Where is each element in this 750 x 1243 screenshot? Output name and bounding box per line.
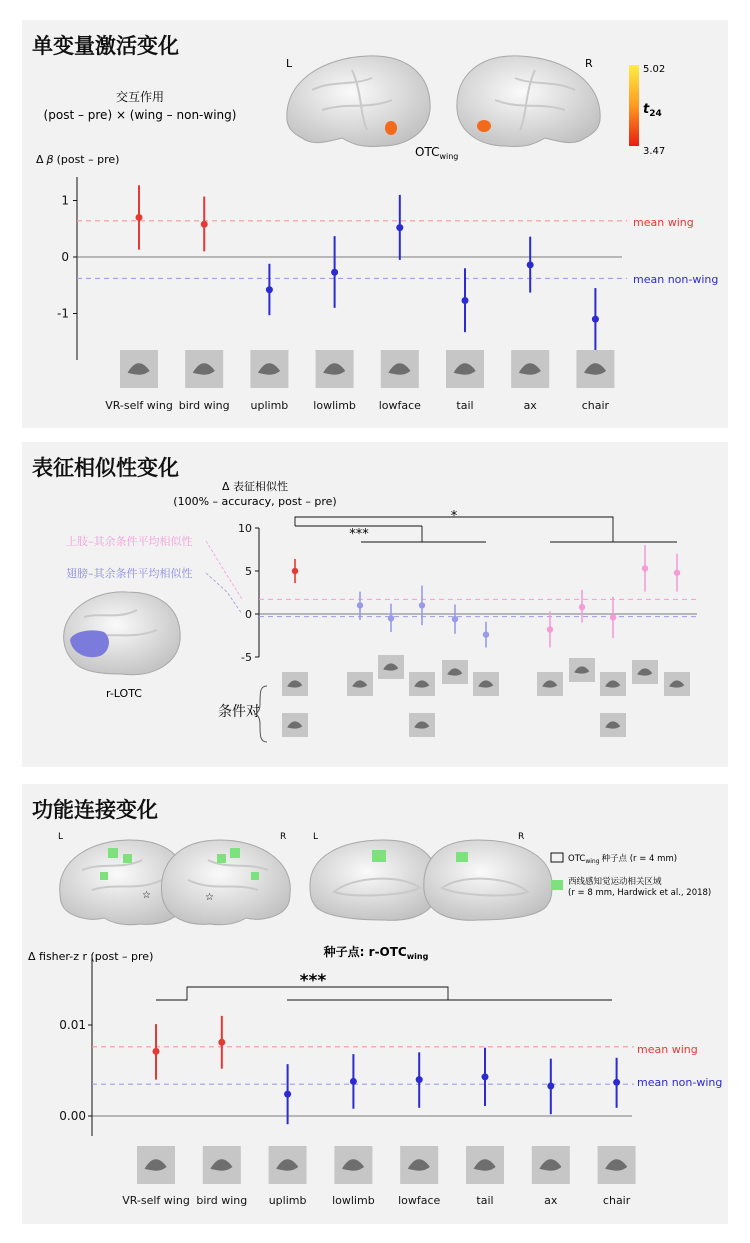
p2-point [674, 570, 680, 576]
p3-point [547, 1082, 554, 1089]
p1-point [201, 221, 208, 228]
p3-ytick-label: 0.00 [59, 1109, 86, 1123]
p1-point [331, 269, 338, 276]
legend-green-line1: 西线感知觉运动相关区域 [568, 877, 662, 887]
panel-rsa [22, 442, 728, 767]
p1-thumb-7 [576, 350, 614, 388]
p3-thumb-4 [400, 1146, 438, 1184]
p1-category-label: tail [456, 399, 474, 412]
p1-category-label: lowlimb [313, 399, 356, 412]
p3-category-label: tail [476, 1194, 494, 1207]
p3-significance-bracket [156, 971, 612, 1000]
p3-point [284, 1091, 291, 1098]
p1-stimulus-thumbnails [120, 350, 614, 388]
p3-brain-medial-left [310, 840, 438, 920]
p2-ytick-label: 10 [238, 522, 252, 535]
p2-point [292, 568, 298, 574]
p1-point [266, 286, 273, 293]
p1-marks [136, 185, 599, 350]
p1-axis [57, 177, 627, 360]
p2-pair-thumb-8 [600, 672, 626, 696]
p3-thumb-5 [466, 1146, 504, 1184]
p3-marks [153, 1016, 621, 1124]
panel1-svg [22, 20, 728, 428]
p2-ytick-label: 5 [245, 565, 252, 578]
p2-pair-thumb-5 [473, 672, 499, 696]
p3-category-label: bird wing [196, 1194, 248, 1207]
p2-pair-thumb-2 [378, 655, 404, 679]
legend-wing: 翅膀–其余条件平均相似性 [66, 567, 193, 580]
p2-point [357, 602, 363, 608]
legend-upper-limb: 上肢–其余条件平均相似性 [66, 535, 193, 548]
p2-point [642, 565, 648, 571]
p1-mean-nonwing-label: mean non-wing [633, 273, 719, 286]
right-brain-lateral-image [457, 56, 600, 147]
p1-ytick-label: 0 [61, 250, 69, 264]
panel-connectivity [22, 784, 728, 1224]
svg-text:☆: ☆ [142, 890, 151, 901]
p3-mean-wing-label: mean wing [637, 1043, 698, 1056]
p2-point [547, 626, 553, 632]
p1-mean-wing-label: mean wing [633, 216, 694, 229]
hemi-right-label: R [585, 57, 593, 70]
p3-brain-medial-right [424, 840, 552, 920]
p2-pair-thumb-4 [442, 660, 468, 684]
p2-ytick-label: -5 [241, 651, 252, 664]
p1-thumb-5 [446, 350, 484, 388]
panel3-svg [22, 784, 728, 1224]
p2-marks [292, 545, 680, 647]
sig-inner: *** [349, 527, 369, 542]
p1-ylabel: Δ β (post – pre) [36, 153, 120, 166]
p2-ylabel-1: Δ 表征相似性 [221, 480, 289, 493]
p2-significance-brackets [295, 509, 677, 542]
p2-pair-thumb-13 [600, 713, 626, 737]
p3-stimulus-thumbnails [137, 1146, 636, 1184]
p1-ytick-label: -1 [57, 306, 69, 321]
p2-ytick-label: 0 [245, 608, 252, 621]
p3-hemi-r1: R [280, 832, 287, 842]
p3-axis [59, 954, 634, 1136]
interaction-line2: (post – pre) × (wing – non-wing) [43, 108, 237, 122]
p3-category-label: lowface [398, 1194, 441, 1207]
p2-pair-thumbnails [282, 655, 690, 737]
p1-point [527, 261, 534, 268]
p3-point [482, 1073, 489, 1080]
hemi-left-label: L [286, 57, 293, 70]
p3-category-label: VR-self wing [122, 1194, 190, 1207]
legend-seed-box [551, 853, 563, 862]
p1-category-label: ax [523, 399, 537, 412]
panel2-svg [22, 442, 728, 767]
p2-pair-thumb-12 [409, 713, 435, 737]
p3-mean-nonwing-label: mean non-wing [637, 1076, 723, 1089]
p3-point [218, 1039, 225, 1046]
panel-univariate [22, 20, 728, 428]
p3-point [350, 1078, 357, 1085]
panel2-title: 表征相似性变化 [32, 456, 179, 480]
p3-category-label: chair [602, 1194, 631, 1207]
p2-ylabel-2: (100% – accuracy, post – pre) [173, 495, 337, 508]
p1-point [592, 316, 599, 323]
rlotc-label: r-LOTC [106, 687, 142, 700]
p3-point [416, 1076, 423, 1083]
p1-thumb-0 [120, 350, 158, 388]
p3-thumb-3 [334, 1146, 372, 1184]
p3-brain-lateral-right [161, 840, 290, 925]
p3-sig: *** [299, 971, 327, 991]
p2-pair-thumb-7 [569, 658, 595, 682]
p2-point [452, 616, 458, 622]
p3-category-label: uplimb [268, 1194, 307, 1207]
p3-thumb-2 [269, 1146, 307, 1184]
p3-category-labels [122, 1194, 631, 1207]
activation-blob-right [477, 120, 491, 132]
p2-point [419, 602, 425, 608]
sig-outer: * [450, 509, 458, 524]
p3-thumb-0 [137, 1146, 175, 1184]
seed-title: 种子点: $r-OTC_{wing}$ [323, 945, 429, 961]
p2-pair-thumb-3 [409, 672, 435, 696]
colorbar [629, 65, 639, 146]
p3-ytick-label: 0.01 [59, 1018, 86, 1032]
svg-text:☆: ☆ [205, 892, 214, 903]
rlotc-brain-image [64, 592, 180, 675]
p3-point [153, 1048, 160, 1055]
p1-thumb-4 [381, 350, 419, 388]
p1-category-label: VR-self wing [105, 399, 173, 412]
left-brain-lateral-image [287, 56, 430, 147]
p1-point [136, 214, 143, 221]
p1-category-label: chair [581, 399, 610, 412]
p3-ylabel: Δ fisher-z r (post – pre) [28, 950, 154, 963]
p3-hemi-l1: L [58, 832, 64, 842]
p1-thumb-2 [250, 350, 288, 388]
p1-ytick-label: 1 [61, 193, 69, 208]
legend-green-box [551, 880, 563, 890]
panel1-title: 单变量激活变化 [32, 34, 179, 58]
p3-category-label: lowlimb [332, 1194, 375, 1207]
legend-green-line2: (r = 8 mm, Hardwick et al., 2018) [568, 888, 712, 898]
colorbar-min: 3.47 [643, 146, 666, 157]
legend-seed-text: $OTC_{wing}$ 种子点 (r = 4 mm) [568, 854, 678, 865]
p3-thumb-6 [532, 1146, 570, 1184]
pairs-label: 条件对 [218, 704, 260, 720]
p1-category-label: uplimb [250, 399, 289, 412]
p2-point [483, 631, 489, 637]
p2-axis [238, 522, 697, 664]
p3-category-label: ax [544, 1194, 558, 1207]
p1-thumb-1 [185, 350, 223, 388]
p3-hemi-r2: R [518, 832, 525, 842]
p2-pair-thumb-0 [282, 672, 308, 696]
interaction-line1: 交互作用 [115, 90, 165, 104]
p2-pair-thumb-1 [347, 672, 373, 696]
roi-label: $OTC_{wing}$ [415, 145, 459, 161]
p2-pair-thumb-9 [632, 660, 658, 684]
p1-category-label: bird wing [178, 399, 230, 412]
p2-point [610, 614, 616, 620]
panel3-title: 功能连接变化 [32, 798, 158, 822]
p3-thumb-7 [598, 1146, 636, 1184]
p1-point [396, 224, 403, 231]
p2-pair-thumb-11 [282, 713, 308, 737]
p2-pair-thumb-6 [537, 672, 563, 696]
p1-category-labels [105, 399, 609, 412]
p2-point [388, 615, 394, 621]
activation-blob-left [385, 121, 397, 135]
p3-hemi-l2: L [313, 832, 319, 842]
p1-point [462, 297, 469, 304]
p3-point [613, 1079, 620, 1086]
p1-category-label: lowface [378, 399, 421, 412]
p1-thumb-3 [316, 350, 354, 388]
colorbar-stat: $t_{24}$ [643, 102, 662, 119]
p3-thumb-1 [203, 1146, 241, 1184]
p1-thumb-6 [511, 350, 549, 388]
p2-point [579, 604, 585, 610]
colorbar-max: 5.02 [643, 64, 666, 75]
p2-pair-thumb-10 [664, 672, 690, 696]
